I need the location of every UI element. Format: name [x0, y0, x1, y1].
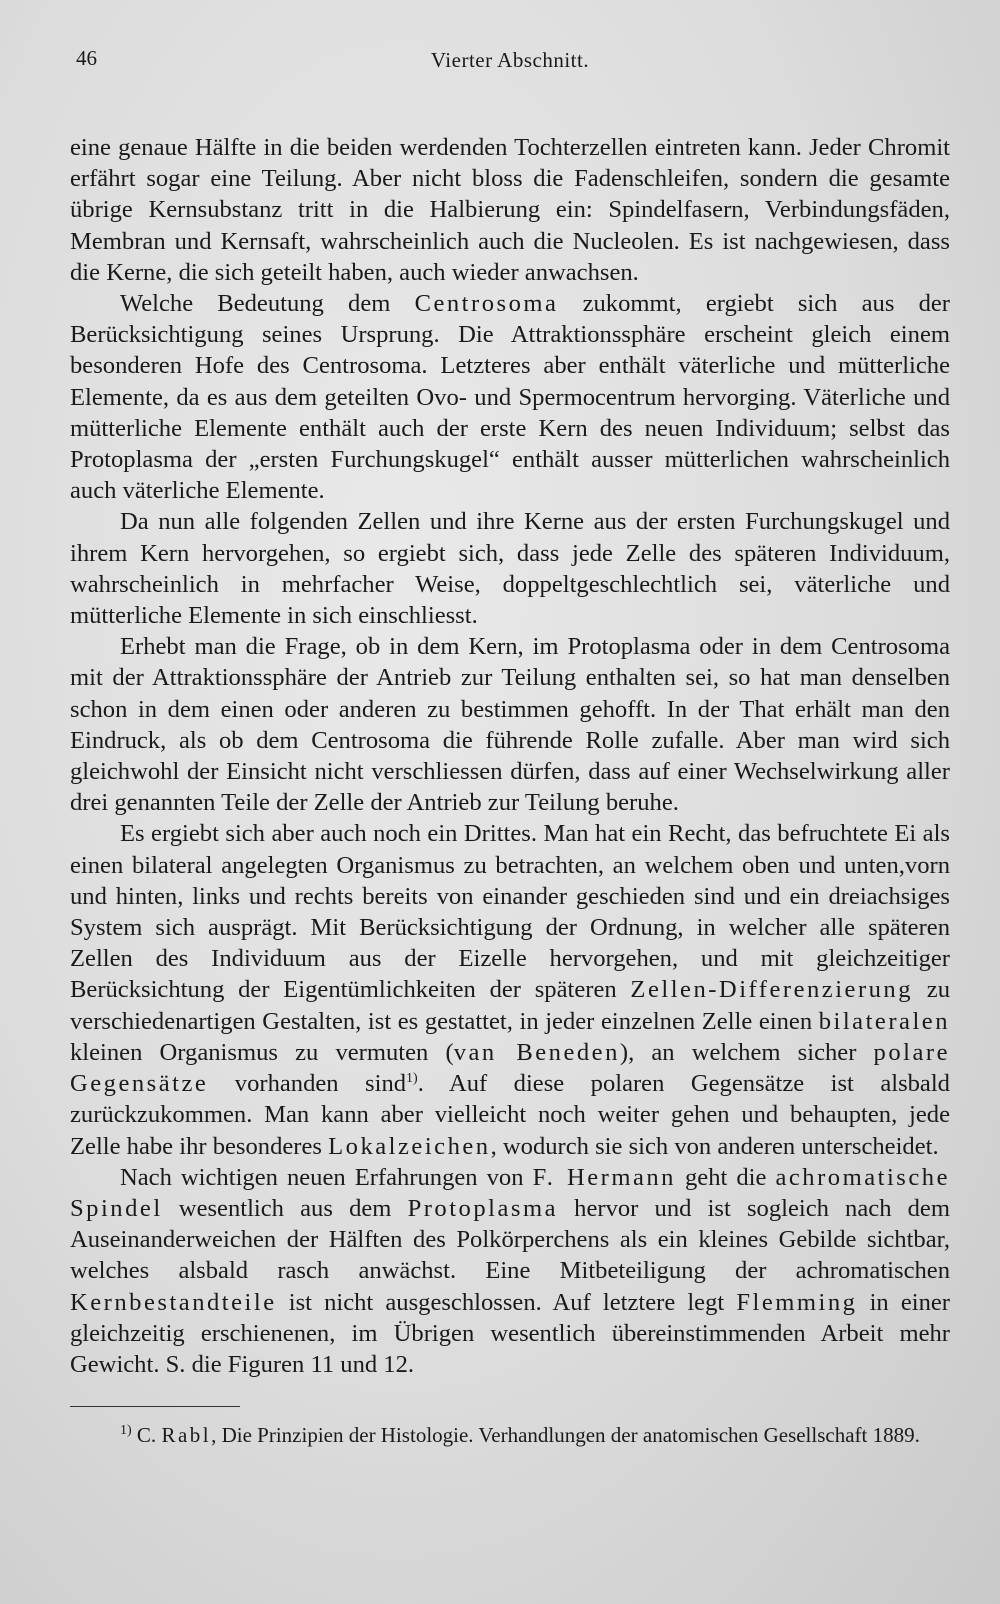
paragraph — [70, 132, 950, 288]
spaced-emphasis: Centrosoma — [414, 290, 559, 318]
text-run: kleinen Organismus zu vermuten ( — [70, 1038, 454, 1066]
spaced-emphasis: polare Gegensätze — [70, 1038, 950, 1098]
spaced-emphasis: bilateralen — [818, 1007, 950, 1035]
page-number: 46 — [76, 46, 97, 70]
text-run: geht die — [675, 1163, 776, 1191]
text-run: vorhanden sind — [208, 1070, 407, 1098]
text-run: Erhebt man die Frage, ob in dem Kern, im Protoplasma oder in dem Centrosoma mit der Attraktionssphäre der Antrieb zur Teilung enthalten sei, so hat man denselben schon in dem einen oder anderen zu bestimmen gehofft. In der That erhält man den Eindruck, als ob dem Centrosoma die führende Rolle zufalle. Aber man wird sich gleichwohl der Einsicht nicht verschliessen dürfen, dass auf einer Wechselwirkung aller drei genannten Teile der Zelle der Antrieb zur Teilung beruhe. — [70, 633, 950, 817]
text-run: eine genaue Hälfte in die beiden werdenden Tochterzellen eintreten kann. Jeder Chromit erfährt sogar eine Teilung. Aber nicht bloss die Fadenschleifen, sondern die gesamte übrige Kernsubstanz tritt in die Halbierung ein: Spindelfasern, Verbindungsfäden, Membran und Kernsaft, wahrscheinlich auch die Nucleolen. Es ist nachgewiesen, dass die Kerne, die sich geteilt haben, auch wieder anwachsen. — [70, 134, 950, 286]
paragraph — [70, 818, 950, 1161]
paragraph — [70, 631, 950, 818]
footnote-marker: 1) — [120, 1423, 132, 1439]
spaced-emphasis: Lokalzeichen — [328, 1132, 491, 1160]
text-run: hervor und ist sogleich nach dem Auseinanderweichen der Hälften des Polkörperchens als ein kleines Gebilde sichtbar, welches alsbald rasch anwächst. Eine Mitbeteiligung der achromatischen — [70, 1194, 950, 1285]
spaced-emphasis: Rabl — [161, 1423, 212, 1448]
page-header — [70, 40, 950, 80]
text-run: C. — [131, 1423, 162, 1448]
text-run: zu verschiedenartigen Gestalten, ist es gestattet, in jeder einzelnen Zelle einen — [70, 976, 950, 1035]
paragraph — [70, 1162, 950, 1380]
text-run: . Auf diese polaren Gegensätze ist alsbald zurückzukommen. Man kann aber vielleicht noch weiter gehen und behaupten, jede Zelle habe ihr besonderes — [70, 1070, 950, 1160]
text-run: in einer gleichzeitig erschienenen, im Übrigen wesentlich übereinstimmenden Arbeit mehr Gewicht. S. die Figuren 11 und 12. — [70, 1288, 950, 1378]
running-head: Vierter Abschnitt. — [430, 48, 590, 72]
spaced-emphasis: Zellen-Differenzierung — [630, 976, 914, 1004]
spaced-emphasis: Protoplasma — [407, 1194, 559, 1222]
spaced-emphasis: Flemming — [736, 1288, 858, 1316]
body-text — [70, 132, 950, 1380]
text-run: ), an welchem sicher — [619, 1038, 874, 1066]
spaced-emphasis: F. Hermann — [532, 1163, 676, 1191]
text-run: , Die Prinzipien der Histologie. Verhandlungen der anatomischen Gesellschaft 1889. — [211, 1423, 920, 1448]
text-run: Nach wichtigen neuen Erfahrungen von — [120, 1163, 533, 1191]
text-run: zukommt, ergiebt sich aus der Berücksichtigung seines Ursprung. Die Attraktionssphäre erscheint gleich einem besonderen Hofe des Centrosoma. Letzteres aber enthält väterliche und mütterliche Elemente, da es aus dem geteilten Ovo- und Spermocentrum hervorging. Väterliche und mütterliche Elemente enthält auch der erste Kern des neuen Individuum; selbst das Protoplasma der „ersten Furchungskugel“ enthält ausser mütterlichen wahrscheinlich auch väterliche Elemente. — [70, 290, 950, 505]
footnote-rule — [70, 1406, 240, 1407]
text-run: , wodurch sie sich von anderen unterscheidet. — [490, 1132, 939, 1160]
footnote-marker: 1) — [406, 1070, 418, 1086]
spaced-emphasis: achromatische Spindel — [70, 1163, 950, 1222]
spaced-emphasis: van Beneden — [453, 1038, 620, 1066]
footnote — [70, 1421, 950, 1449]
paragraph — [70, 288, 950, 506]
text-run: Da nun alle folgenden Zellen und ihre Kerne aus der ersten Furchungskugel und ihrem Kern hervorgehen, so ergiebt sich, dass jede Zelle des späteren Individuum, wahrscheinlich in mehrfacher Weise, doppeltgeschlechtlich sei, väterliche und mütterliche Elemente in sich einschliesst. — [70, 508, 950, 630]
text-run: wesentlich aus dem — [162, 1194, 408, 1222]
text-run: Es ergiebt sich aber auch noch ein Drittes. Man hat ein Recht, das befruchtete Ei als einen bilateral angelegten Organismus zu betrachten, an welchem oben und unten,vorn und hinten, links und rechts bereits von einander geschieden sind und ein dreiachsiges System sich ausprägt. Mit Berücksichtigung der Ordnung, in welcher alle späteren Zellen des Individuum aus der Eizelle hervorgehen, und mit gleichzeitiger Berücksichtung der Eigentümlichkeiten der späteren — [70, 820, 950, 1004]
text-run: Welche Bedeutung dem — [120, 290, 415, 318]
spaced-emphasis: Kernbestandteile — [70, 1288, 277, 1316]
text-run: ist nicht ausgeschlossen. Auf letztere legt — [276, 1288, 737, 1316]
paragraph — [70, 506, 950, 631]
